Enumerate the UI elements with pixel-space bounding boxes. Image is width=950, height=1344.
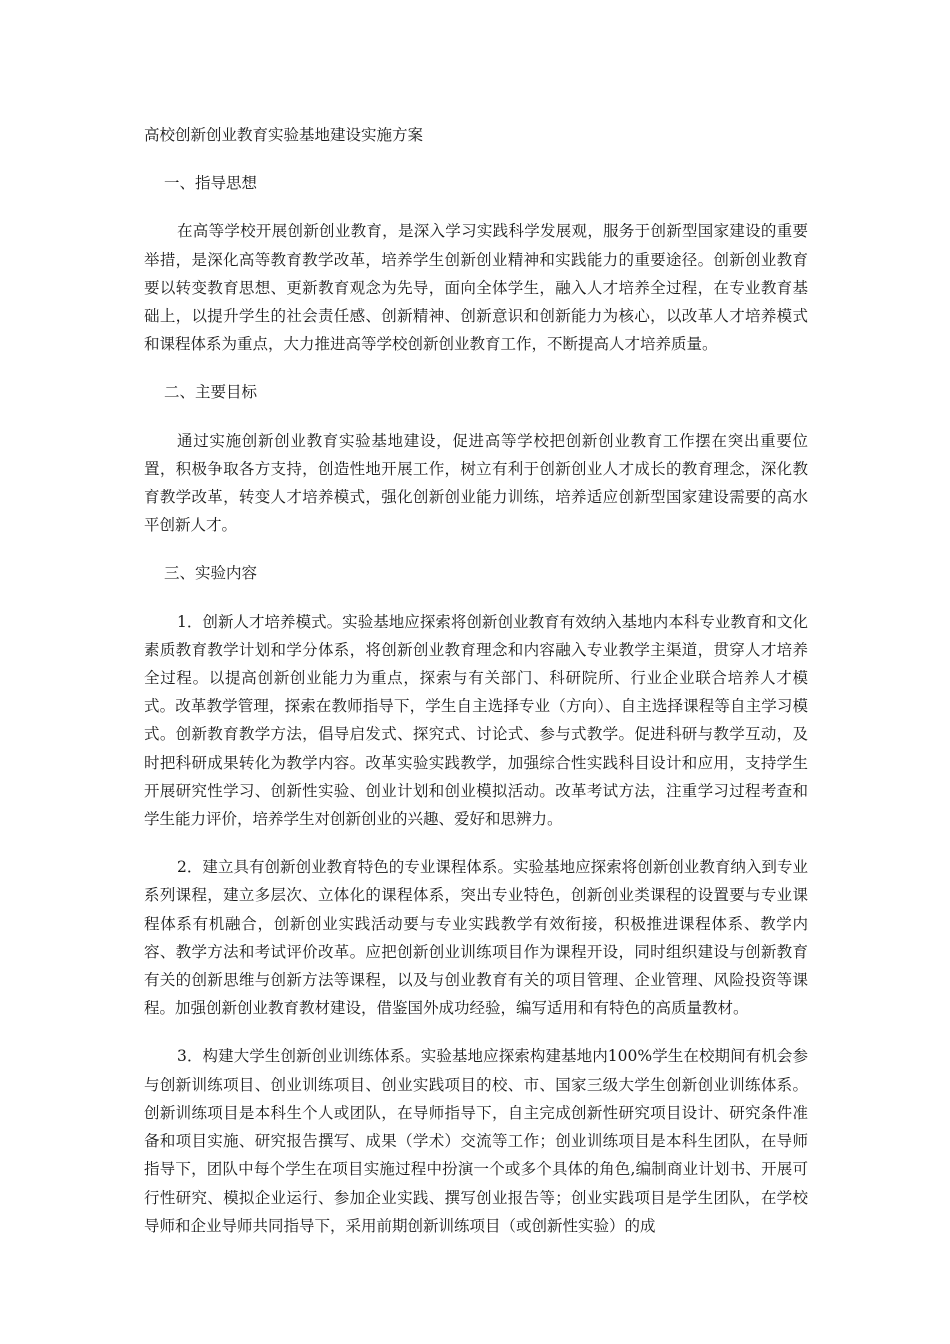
section-heading-experiment-content: 三、实验内容 [164, 564, 258, 583]
section-heading-guiding-ideology: 一、指导思想 [164, 174, 258, 193]
document-title: 高校创新创业教育实验基地建设实施方案 [144, 126, 424, 144]
paragraph-curriculum-system: 2．建立具有创新创业教育特色的专业课程体系。实验基地应探索将创新创业教育纳入到专业系列课程，建立多层次、立体化的课程体系，突出专业特色，创新创业类课程的设置要与专业课程体系有机融合，创新创业实践活动要与专业实践教学有效衔接，积极推进课程体系、教学内容、教学方法和考试评价改革。应把创新创业训练项目作为课程开设，同时组织建设与创新教育有关的创新思维与创新方法等课程，以及与创业教育有关的项目管理、企业管理、风险投资等课程。加强创新创业教育教材建设，借鉴国外成功经验，编写适用和有特色的高质量教材。 [144, 858, 808, 1018]
paragraph-guiding-ideology: 在高等学校开展创新创业教育，是深入学习实践科学发展观，服务于创新型国家建设的重要举措，是深化高等教育教学改革，培养学生创新创业精神和实践能力的重要途径。创新创业教育要以转变教育思想、更新教育观念为先导，面向全体学生，融入人才培养全过程，在专业教育基础上，以提升学生的社会责任感、创新精神、创新意识和创新能力为核心，以改革人才培养模式和课程体系为重点，大力推进高等学校创新创业教育工作，不断提高人才培养质量。 [144, 222, 808, 354]
paragraph-training-system: 3．构建大学生创新创业训练体系。实验基地应探索构建基地内100%学生在校期间有机会参与创新训练项目、创业训练项目、创业实践项目的校、市、国家三级大学生创新创业训练体系。创新训练项目是本科生个人或团队，在导师指导下，自主完成创新性研究项目设计、研究条件准备和项目实施、研究报告撰写、成果（学术）交流等工作；创业训练项目是本科生团队，在导师指导下，团队中每个学生在项目实施过程中扮演一个或多个具体的角色,编制商业计划书、开展可行性研究、模拟企业运行、参加企业实践、撰写创业报告等；创业实践项目是学生团队，在学校导师和企业导师共同指导下，采用前期创新训练项目（或创新性实验）的成 [144, 1047, 808, 1235]
paragraph-talent-cultivation-model: 1．创新人才培养模式。实验基地应探索将创新创业教育有效纳入基地内本科专业教育和文化素质教育教学计划和学分体系，将创新创业教育理念和内容融入专业教学主渠道，贯穿人才培养全过程。以提高创新创业能力为重点，探索与有关部门、科研院所、行业企业联合培养人才模式。改革教学管理，探索在教师指导下，学生自主选择专业（方向）、自主选择课程等自主学习模式。创新教育教学方法，倡导启发式、探究式、讨论式、参与式教学。促进科研与教学互动，及时把科研成果转化为教学内容。改革实验实践教学，加强综合性实践科目设计和应用，支持学生开展研究性学习、创新性实验、创业计划和创业模拟活动。改革考试方法，注重学习过程考查和学生能力评价，培养学生对创新创业的兴趣、爱好和思辨力。 [144, 612, 808, 829]
document-body [144, 121, 808, 1260]
paragraph-main-goals: 通过实施创新创业教育实验基地建设，促进高等学校把创新创业教育工作摆在突出重要位置，积极争取各方支持，创造性地开展工作，树立有利于创新创业人才成长的教育理念，深化教育教学改革，转变人才培养模式，强化创新创业能力训练，培养适应创新型国家建设需要的高水平创新人才。 [144, 431, 808, 535]
section-heading-main-goals: 二、主要目标 [164, 383, 258, 402]
